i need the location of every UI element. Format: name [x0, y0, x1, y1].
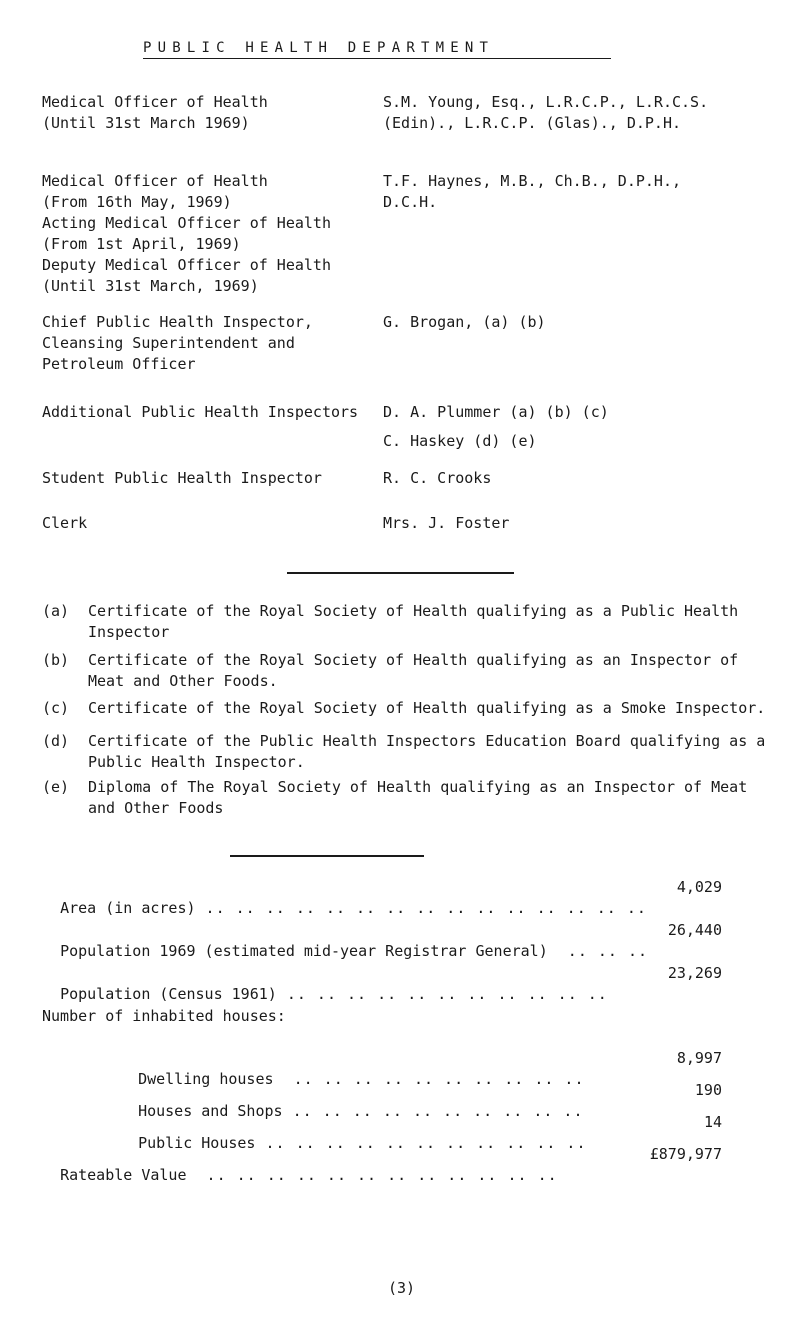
footnote-text: Certificate of the Public Health Inspectors Education Board qualifying as a Public Health Inspector.: [88, 732, 766, 771]
dot-leader: .. .. ..: [547, 942, 649, 960]
staff-role-line: Student Public Health Inspector: [42, 469, 322, 487]
stat-population-census-label: Population (Census 1961) .. .. .. .. .. .. .. .. .. .. ..: [60, 985, 608, 1003]
dot-leader: .. .. .. .. .. .. .. .. .. .. ..: [276, 985, 608, 1003]
staff-name-line: S.M. Young, Esq., L.R.C.P., L.R.C.S.: [383, 93, 709, 111]
section-divider: [230, 855, 424, 857]
staff-role-line: Petroleum Officer: [42, 355, 196, 373]
footnote-text: Diploma of The Royal Society of Health qualifying as an Inspector of Meat and Other Foods: [88, 778, 748, 817]
stat-area-value: 4,029: [676, 878, 722, 896]
stat-public-houses-value: 14: [703, 1113, 722, 1131]
staff-role-line: (Until 31st March 1969): [42, 114, 250, 132]
footnote-label: (b): [42, 651, 70, 669]
staff-name-line: Mrs. J. Foster: [383, 514, 510, 532]
staff-role-line: (From 16th May, 1969): [42, 193, 232, 211]
staff-role-line: Medical Officer of Health: [42, 172, 268, 190]
staff-name-line: C. Haskey (d) (e): [383, 432, 537, 450]
stat-population-1969-value: 26,440: [667, 921, 722, 939]
stat-public-houses-label: Public Houses .. .. .. .. .. .. .. .. .. .. ..: [138, 1134, 587, 1152]
stat-dwelling-label: Dwelling houses .. .. .. .. .. .. .. .. .. ..: [138, 1070, 585, 1088]
section-divider: [287, 572, 514, 574]
staff-name-line: D.C.H.: [383, 193, 438, 211]
staff-name-line: D. A. Plummer (a) (b) (c): [383, 403, 609, 421]
stat-inhabited-heading: Number of inhabited houses:: [42, 1007, 286, 1025]
footnote-label: (c): [42, 699, 70, 717]
stat-rateable-label: Rateable Value .. .. .. .. .. .. .. .. .. .. .. ..: [60, 1166, 558, 1184]
staff-role-line: Acting Medical Officer of Health: [42, 214, 331, 232]
staff-name-line: (Edin)., L.R.C.P. (Glas)., D.P.H.: [383, 114, 682, 132]
page-number: (3): [388, 1279, 416, 1297]
stat-houses-shops-label: Houses and Shops .. .. .. .. .. .. .. .. .. ..: [138, 1102, 584, 1120]
footnote-label: (a): [42, 602, 70, 620]
staff-role-line: Chief Public Health Inspector,: [42, 313, 313, 331]
footnote-text: Certificate of the Royal Society of Health qualifying as an Inspector of Meat and Other Foods.: [88, 651, 739, 690]
footnote-text: Certificate of the Royal Society of Health qualifying as a Public Health Inspector: [88, 602, 739, 641]
staff-role-line: Deputy Medical Officer of Health: [42, 256, 331, 274]
dot-leader: .. .. .. .. .. .. .. .. .. .. .. ..: [186, 1166, 558, 1184]
title-underline: [143, 58, 611, 59]
stat-area-label: Area (in acres) .. .. .. .. .. .. .. .. .. .. .. .. .. .. ..: [60, 899, 647, 917]
stat-population-1969-label: Population 1969 (estimated mid-year Registrar General) .. .. ..: [60, 942, 649, 960]
page-title: PUBLIC HEALTH DEPARTMENT: [143, 40, 495, 56]
dot-leader: .. .. .. .. .. .. .. .. .. ..: [273, 1070, 585, 1088]
staff-role-line: Clerk: [42, 514, 88, 532]
staff-role-line: Cleansing Superintendent and: [42, 334, 295, 352]
dot-leader: .. .. .. .. .. .. .. .. .. .. .. .. .. .. ..: [195, 899, 647, 917]
stat-population-census-value: 23,269: [667, 964, 722, 982]
footnote-text: Certificate of the Royal Society of Health qualifying as a Smoke Inspector.: [88, 699, 766, 717]
staff-role-line: (Until 31st March, 1969): [42, 277, 259, 295]
staff-name-line: R. C. Crooks: [383, 469, 492, 487]
footnote-label: (d): [42, 732, 70, 750]
staff-role-line: Medical Officer of Health: [42, 93, 268, 111]
stat-houses-shops-value: 190: [694, 1081, 722, 1099]
staff-name-line: G. Brogan, (a) (b): [383, 313, 546, 331]
staff-role-line: (From 1st April, 1969): [42, 235, 241, 253]
dot-leader: .. .. .. .. .. .. .. .. .. .. ..: [255, 1134, 587, 1152]
staff-role-line: Additional Public Health Inspectors: [42, 403, 359, 421]
stat-dwelling-value: 8,997: [676, 1049, 722, 1067]
dot-leader: .. .. .. .. .. .. .. .. .. ..: [282, 1102, 584, 1120]
staff-name-line: T.F. Haynes, M.B., Ch.B., D.P.H.,: [383, 172, 682, 190]
stat-rateable-value: £879,977: [649, 1145, 722, 1163]
footnote-label: (e): [42, 778, 70, 796]
